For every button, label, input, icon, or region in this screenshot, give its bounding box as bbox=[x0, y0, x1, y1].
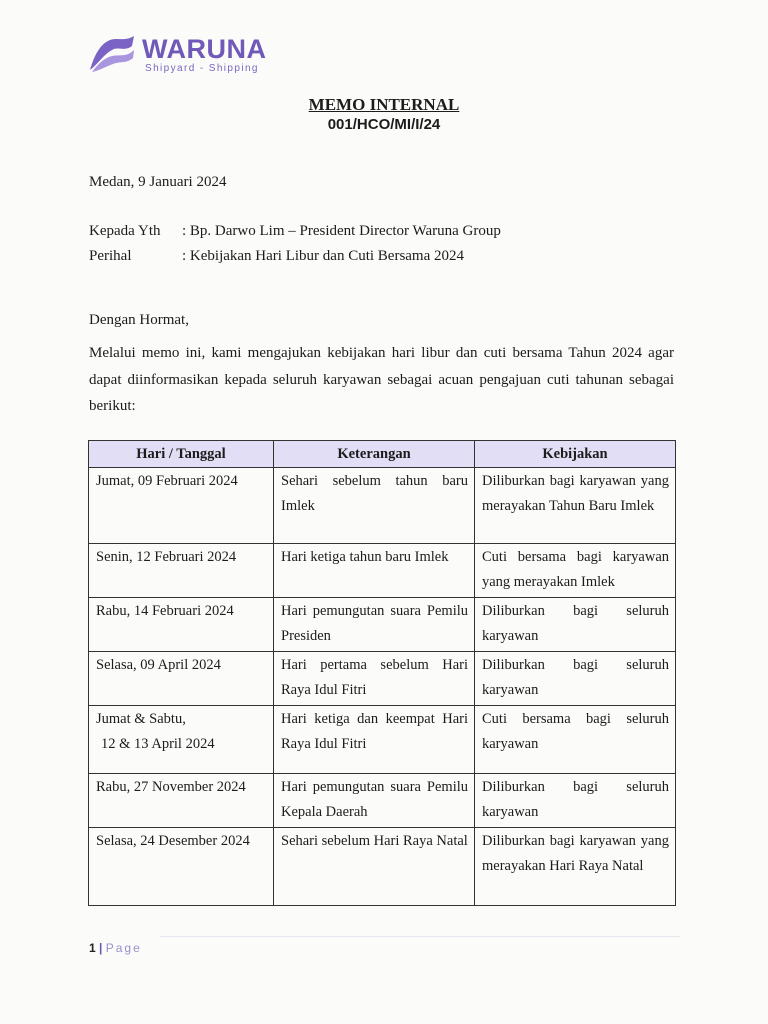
row-policy: Diliburkan bagi seluruh karyawan bbox=[475, 598, 676, 652]
table-row bbox=[89, 706, 676, 774]
memo-number: 001/HCO/MI/I/24 bbox=[327, 116, 441, 133]
footer-divider bbox=[160, 936, 680, 937]
row-date: Rabu, 14 Februari 2024 bbox=[89, 598, 274, 652]
row-description: Hari ketiga tahun baru Imlek bbox=[274, 544, 475, 598]
table-header-row bbox=[89, 441, 676, 468]
row-date-line2: 12 & 13 April 2024 bbox=[101, 736, 215, 752]
salutation: Dengan Hormat, bbox=[89, 312, 189, 328]
page-word: Page bbox=[105, 941, 142, 955]
row-description: Sehari sebelum Hari Raya Natal bbox=[274, 828, 475, 906]
row-date: Selasa, 24 Desember 2024 bbox=[89, 828, 274, 906]
page-footer bbox=[89, 940, 142, 956]
logo-tagline: Shipyard - Shipping bbox=[145, 63, 259, 74]
row-date: Selasa, 09 April 2024 bbox=[89, 652, 274, 706]
row-description: Hari pertama sebelum Hari Raya Idul Fitri bbox=[274, 652, 475, 706]
subject-label: Perihal bbox=[89, 248, 132, 264]
table-row bbox=[89, 544, 676, 598]
header-description: Keterangan bbox=[274, 441, 475, 468]
row-date: Senin, 12 Februari 2024 bbox=[89, 544, 274, 598]
row-policy: Cuti bersama bagi seluruh karyawan bbox=[475, 706, 676, 774]
row-date bbox=[89, 706, 274, 774]
holiday-policy-table bbox=[88, 440, 676, 906]
page-separator: | bbox=[99, 941, 103, 955]
page-number: 1 bbox=[89, 941, 96, 955]
row-description: Hari pemungutan suara Pemilu Kepala Daerah bbox=[274, 774, 475, 828]
to-label: Kepada Yth bbox=[89, 223, 161, 239]
row-description: Hari ketiga dan keempat Hari Raya Idul Fitri bbox=[274, 706, 475, 774]
table-row bbox=[89, 598, 676, 652]
subject-value: : Kebijakan Hari Libur dan Cuti Bersama 2024 bbox=[182, 248, 465, 264]
company-logo bbox=[88, 30, 278, 78]
row-description: Sehari sebelum tahun baru Imlek bbox=[274, 468, 475, 544]
body-paragraph: Melalui memo ini, kami mengajukan kebijakan hari libur dan cuti bersama Tahun 2024 agar dapat diinformasikan kepada seluruh karyawan sebagai acuan pengajuan cuti tahunan sebagai berikut: bbox=[89, 345, 674, 414]
header-policy: Kebijakan bbox=[475, 441, 676, 468]
table-row bbox=[89, 468, 676, 544]
place-date: Medan, 9 Januari 2024 bbox=[89, 174, 227, 190]
row-policy: Diliburkan bagi seluruh karyawan bbox=[475, 774, 676, 828]
waruna-wave-logo-icon bbox=[88, 34, 136, 74]
row-description: Hari pemungutan suara Pemilu Presiden bbox=[274, 598, 475, 652]
table-row bbox=[89, 774, 676, 828]
row-policy: Diliburkan bagi seluruh karyawan bbox=[475, 652, 676, 706]
logo-name: WARUNA bbox=[142, 34, 267, 64]
header-date: Hari / Tanggal bbox=[89, 441, 274, 468]
row-policy: Diliburkan bagi karyawan yang merayakan Hari Raya Natal bbox=[475, 828, 676, 906]
row-policy: Diliburkan bagi karyawan yang merayakan Tahun Baru Imlek bbox=[475, 468, 676, 544]
row-policy: Cuti bersama bagi karyawan yang merayakan Imlek bbox=[475, 544, 676, 598]
table-row bbox=[89, 828, 676, 906]
row-date-line1: Jumat & Sabtu, bbox=[96, 711, 186, 727]
row-date: Jumat, 09 Februari 2024 bbox=[89, 468, 274, 544]
table-row bbox=[89, 652, 676, 706]
row-date: Rabu, 27 November 2024 bbox=[89, 774, 274, 828]
to-value: : Bp. Darwo Lim – President Director Waruna Group bbox=[182, 223, 501, 239]
memo-title: MEMO INTERNAL bbox=[308, 95, 460, 114]
